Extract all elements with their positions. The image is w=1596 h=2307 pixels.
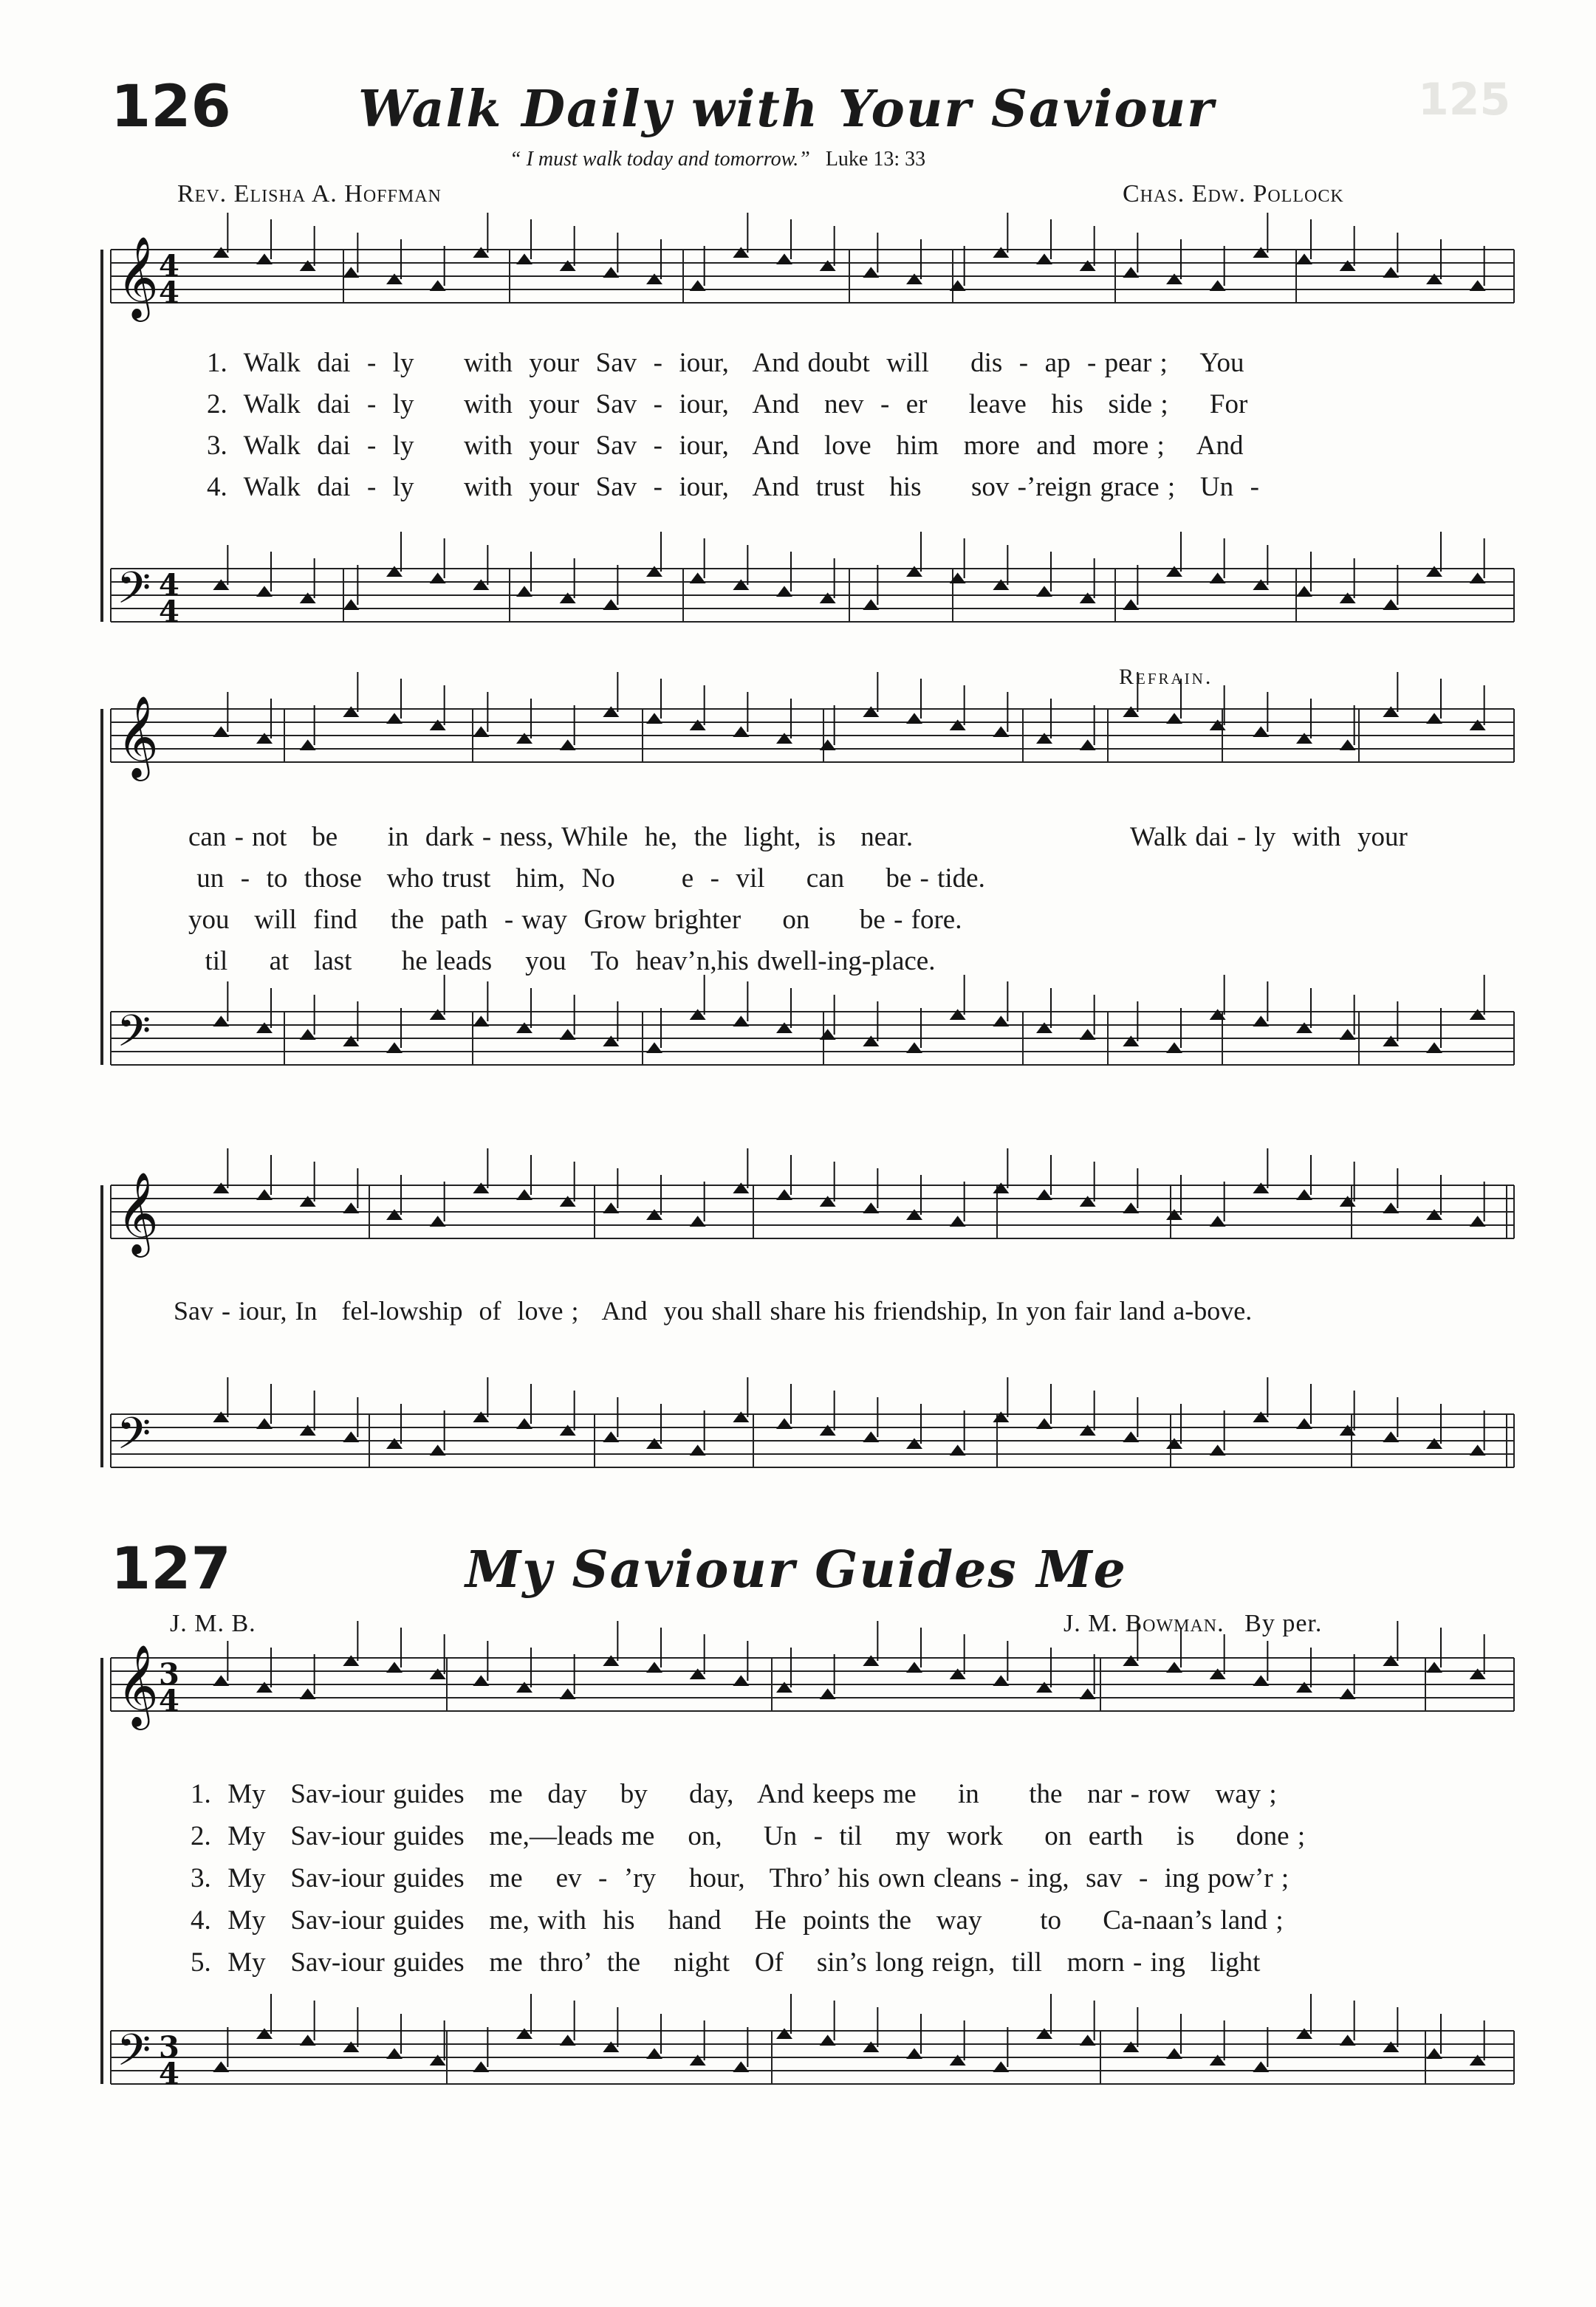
shape-note bbox=[691, 281, 705, 290]
shape-note bbox=[648, 714, 661, 723]
shape-note bbox=[821, 2036, 835, 2045]
shape-note bbox=[301, 1690, 315, 1698]
shape-note bbox=[691, 1446, 705, 1455]
shape-note bbox=[908, 1663, 921, 1672]
shape-note bbox=[994, 1676, 1007, 1685]
lyric-line: you will find the path - way Grow brighter on be - fore. bbox=[188, 905, 962, 935]
bass-clef: 𝄢 bbox=[117, 562, 151, 624]
shape-note bbox=[778, 587, 791, 596]
composer-credit: Chas. Edw. Pollock bbox=[1123, 180, 1344, 208]
time-signature: 4 bbox=[159, 249, 179, 284]
shape-note bbox=[1038, 1190, 1051, 1199]
shape-note bbox=[734, 2063, 747, 2071]
shape-note bbox=[908, 714, 921, 723]
hymn-title: My Saviour Guides Me bbox=[465, 1540, 1127, 1600]
shape-note bbox=[474, 727, 487, 736]
shape-note bbox=[474, 1676, 487, 1685]
shape-note bbox=[864, 268, 877, 277]
verse-block-system-2 bbox=[188, 821, 985, 987]
lyric-line: 1. My Sav-iour guides me day by day, And keeps me in the nar - row way ; bbox=[191, 1779, 1277, 1809]
verse-block-system-1 bbox=[207, 347, 1259, 513]
refrain-lyric: Walk dai - ly with your bbox=[1130, 822, 1408, 852]
shape-note bbox=[301, 2036, 315, 2045]
hymn-number: 126 bbox=[111, 74, 231, 140]
shape-note bbox=[778, 1190, 791, 1199]
shape-note bbox=[1471, 1446, 1484, 1455]
shape-note bbox=[214, 2063, 227, 2071]
lyric-line: 4. My Sav-iour guides me, with his hand He points the way to Ca-naan’s land ; bbox=[191, 1905, 1284, 1936]
shape-note bbox=[258, 1190, 271, 1199]
shape-note bbox=[431, 574, 445, 583]
epigraph-quote: “ I must walk today and tomorrow.” bbox=[510, 148, 810, 171]
shape-note bbox=[1081, 2036, 1095, 2045]
shape-note bbox=[561, 1690, 575, 1698]
lyric-line: 3. Walk dai - ly with your Sav - iour, And love him more and more ; And bbox=[207, 431, 1244, 461]
shape-note bbox=[388, 2049, 401, 2058]
time-signature: 4 bbox=[159, 2057, 179, 2091]
shape-note bbox=[258, 255, 271, 264]
shape-note bbox=[1254, 727, 1267, 736]
shape-note bbox=[604, 268, 617, 277]
author-credit: J. M. B. bbox=[170, 1610, 256, 1637]
shape-note bbox=[778, 255, 791, 264]
shape-note bbox=[1038, 255, 1051, 264]
shape-note bbox=[1168, 1043, 1181, 1052]
shape-note bbox=[1168, 1663, 1181, 1672]
shape-note bbox=[561, 1030, 575, 1039]
shape-note bbox=[214, 1676, 227, 1685]
shape-note bbox=[864, 600, 877, 609]
treble-clef: 𝄞 bbox=[117, 695, 159, 778]
shape-note bbox=[344, 1433, 357, 1442]
shape-note bbox=[431, 281, 445, 290]
shape-note bbox=[1124, 268, 1137, 277]
shape-note bbox=[604, 600, 617, 609]
shape-note bbox=[1081, 1690, 1095, 1698]
shape-note bbox=[431, 1217, 445, 1226]
shape-note bbox=[1341, 1030, 1354, 1039]
shape-note bbox=[864, 1204, 877, 1213]
shape-note bbox=[1124, 600, 1137, 609]
shape-note bbox=[1211, 1217, 1225, 1226]
shape-note bbox=[1254, 1676, 1267, 1685]
shape-note bbox=[561, 2036, 575, 2045]
shape-note bbox=[604, 1433, 617, 1442]
lyric-line: 4. Walk dai - ly with your Sav - iour, And trust his sov -’reign grace ; Un - bbox=[207, 472, 1259, 502]
lyric-line: un - to those who trust him, No e - vil can be - tide. bbox=[188, 863, 985, 894]
shape-note bbox=[1081, 741, 1095, 750]
shape-note bbox=[1081, 1030, 1095, 1039]
shape-note bbox=[474, 1017, 487, 1026]
shape-note bbox=[994, 1017, 1007, 1026]
shape-note bbox=[1298, 587, 1311, 596]
composer-name: J. M. Bowman. bbox=[1064, 1610, 1225, 1637]
shape-note bbox=[604, 1204, 617, 1213]
shape-note bbox=[518, 587, 531, 596]
epigraph-reference: Luke 13: 33 bbox=[825, 148, 926, 171]
shape-note bbox=[994, 727, 1007, 736]
bass-clef: 𝄢 bbox=[117, 1408, 151, 1470]
lyric-line: 5. My Sav-iour guides me thro’ the night Of sin’s long reign, till morn - ing light bbox=[191, 1947, 1261, 1978]
refrain-label: Refrain. bbox=[1119, 665, 1213, 689]
shape-note bbox=[1341, 741, 1354, 750]
shape-note bbox=[1038, 1419, 1051, 1428]
shape-note bbox=[388, 1663, 401, 1672]
shape-note bbox=[1168, 2049, 1181, 2058]
shape-note bbox=[908, 1043, 921, 1052]
shape-note bbox=[258, 587, 271, 596]
shape-note bbox=[1341, 1690, 1354, 1698]
shape-note bbox=[1428, 1663, 1441, 1672]
time-signature: 3 bbox=[159, 1657, 179, 1692]
shape-note bbox=[1384, 268, 1397, 277]
author-credit: Rev. Elisha A. Hoffman bbox=[177, 180, 442, 208]
lyric-line: 2. My Sav-iour guides me,—leads me on, Un - til my work on earth is done ; bbox=[191, 1821, 1306, 1851]
shape-note bbox=[344, 600, 357, 609]
shape-note bbox=[344, 1204, 357, 1213]
shape-note bbox=[1254, 2063, 1267, 2071]
lyric-line: can - not be in dark - ness, While he, the light, is near. bbox=[188, 822, 914, 852]
treble-clef: 𝄞 bbox=[117, 236, 159, 318]
shape-note bbox=[908, 2049, 921, 2058]
composer-credit bbox=[1064, 1610, 1322, 1638]
shape-note bbox=[1124, 1204, 1137, 1213]
lyric-line: 1. Walk dai - ly with your Sav - iour, And doubt will dis - ap - pear ; You bbox=[207, 348, 1244, 378]
shape-note bbox=[691, 1217, 705, 1226]
shape-note bbox=[1428, 2049, 1441, 2058]
shape-note bbox=[1471, 1217, 1484, 1226]
shape-note bbox=[1428, 1043, 1441, 1052]
shape-note bbox=[301, 1030, 315, 1039]
shape-note bbox=[1254, 1017, 1267, 1026]
shape-note bbox=[1384, 1204, 1397, 1213]
shape-note bbox=[734, 727, 747, 736]
shape-note bbox=[1298, 1419, 1311, 1428]
shape-note bbox=[1384, 1433, 1397, 1442]
shape-note bbox=[258, 1419, 271, 1428]
lyric-line: 2. Walk dai - ly with your Sav - iour, And nev - er leave his side ; For bbox=[207, 389, 1248, 419]
shape-note bbox=[648, 1043, 661, 1052]
shape-note bbox=[1298, 255, 1311, 264]
shape-note bbox=[1211, 574, 1225, 583]
shape-note bbox=[1471, 574, 1484, 583]
shape-note bbox=[691, 574, 705, 583]
treble-clef: 𝄞 bbox=[117, 1171, 159, 1254]
shape-note bbox=[518, 255, 531, 264]
faded-page-number: 125 bbox=[1418, 74, 1511, 126]
permission-note: By per. bbox=[1244, 1610, 1323, 1637]
shape-note bbox=[388, 1043, 401, 1052]
hymn-title: Walk Daily with Your Saviour bbox=[358, 80, 1215, 139]
shape-note bbox=[951, 1217, 965, 1226]
time-signature: 4 bbox=[159, 594, 179, 629]
shape-note bbox=[734, 1676, 747, 1685]
shape-note bbox=[1211, 281, 1225, 290]
shape-note bbox=[214, 727, 227, 736]
shape-note bbox=[864, 1433, 877, 1442]
time-signature: 4 bbox=[159, 275, 179, 310]
shape-note bbox=[1168, 714, 1181, 723]
lyric-line: 3. My Sav-iour guides me ev - ’ry hour, Thro’ his own cleans - ing, sav - ing pow’r ; bbox=[191, 1863, 1290, 1893]
bass-clef: 𝄢 bbox=[117, 1005, 151, 1067]
shape-note bbox=[214, 1017, 227, 1026]
shape-note bbox=[1471, 281, 1484, 290]
hymn-number: 127 bbox=[111, 1536, 231, 1602]
shape-note bbox=[1428, 714, 1441, 723]
shape-note bbox=[648, 2049, 661, 2058]
shape-note bbox=[778, 1419, 791, 1428]
shape-note bbox=[301, 741, 315, 750]
shape-note bbox=[474, 2063, 487, 2071]
shape-note bbox=[1384, 600, 1397, 609]
shape-note bbox=[1211, 1446, 1225, 1455]
verse-block-hymn-127 bbox=[191, 1778, 1305, 1989]
shape-note bbox=[821, 1690, 835, 1698]
shape-note bbox=[344, 268, 357, 277]
shape-note bbox=[951, 1446, 965, 1455]
shape-note bbox=[1341, 2036, 1354, 2045]
time-signature: 4 bbox=[159, 568, 179, 603]
shape-note bbox=[1038, 587, 1051, 596]
bass-clef: 𝄢 bbox=[117, 2024, 151, 2086]
shape-note bbox=[431, 1446, 445, 1455]
refrain-lyric: Sav - iour, In fel-lowship of love ; And you shall share his friendship, In yon fair land a-bove. bbox=[174, 1296, 1253, 1326]
shape-note bbox=[1298, 1190, 1311, 1199]
shape-note bbox=[1124, 1433, 1137, 1442]
time-signature: 3 bbox=[159, 2030, 179, 2065]
time-signature: 4 bbox=[159, 1684, 179, 1718]
shape-note bbox=[388, 714, 401, 723]
shape-note bbox=[561, 741, 575, 750]
shape-note bbox=[518, 1419, 531, 1428]
shape-note bbox=[648, 1663, 661, 1672]
shape-note bbox=[734, 1017, 747, 1026]
shape-note bbox=[994, 2063, 1007, 2071]
shape-note bbox=[518, 1190, 531, 1199]
treble-clef: 𝄞 bbox=[117, 1644, 159, 1727]
lyric-line: til at last he leads you To heav’n,his dwell-ing-place. bbox=[188, 946, 936, 976]
